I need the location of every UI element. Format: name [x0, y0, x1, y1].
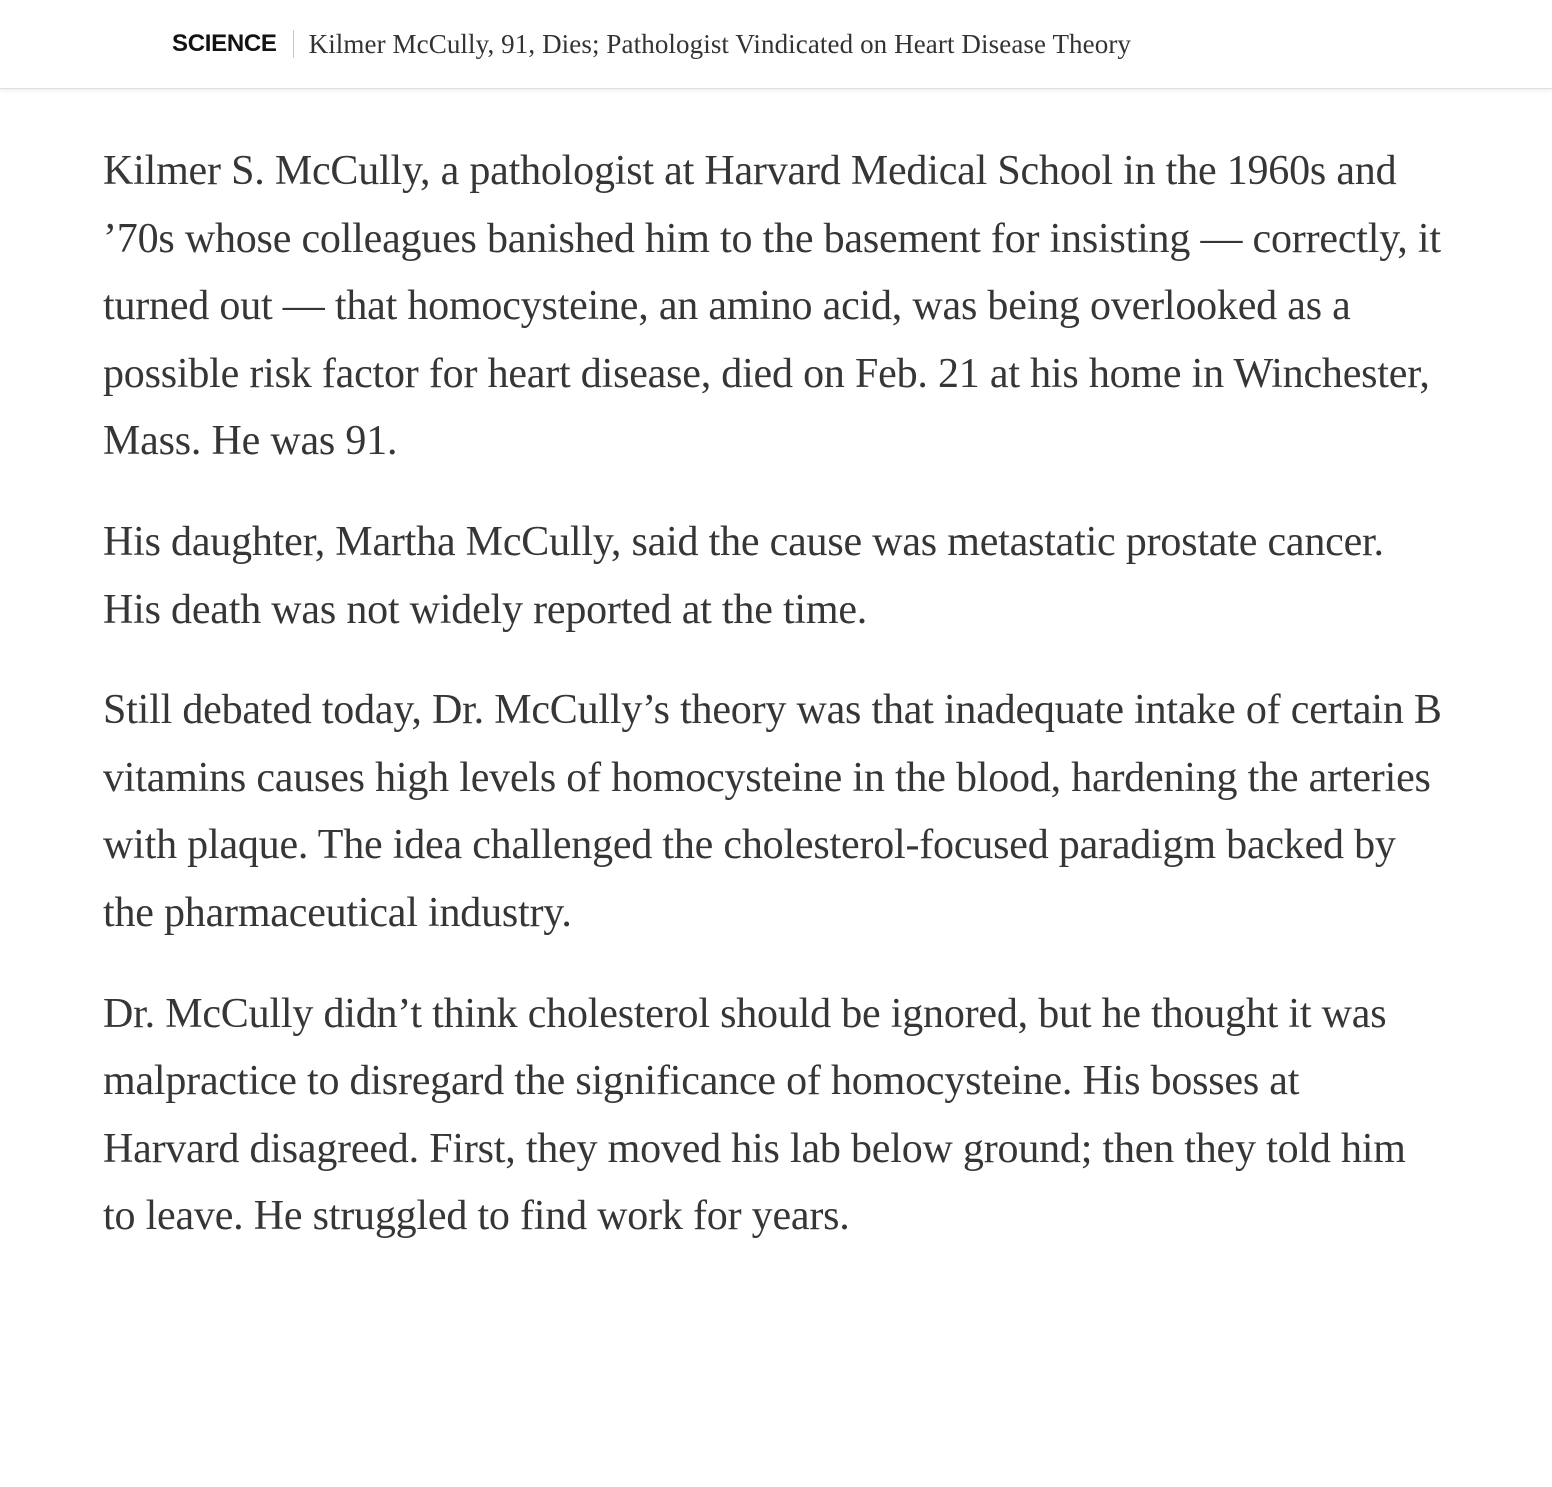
sticky-header [0, 0, 1552, 89]
header-inner [172, 26, 1131, 62]
article-body [103, 138, 1443, 1284]
article-paragraph: Still debated today, Dr. McCully’s theory was that inadequate intake of certain B vitamins causes high levels of homocysteine in the blood, hardening the arteries with plaque. The idea challenged the cholesterol-focused paradigm backed by the pharmaceutical industry. [103, 687, 1442, 936]
section-link[interactable]: SCIENCE [172, 30, 277, 57]
article-paragraph: Kilmer S. McCully, a pathologist at Harvard Medical School in the 1960s and ’70s whose colleagues banished him to the basement for insisting — correctly, it turned out — that homocysteine, an amino acid, was being overlooked as a possible risk factor for heart disease, died on Feb. 21 at his home in Winchester, Mass. He was 91. [103, 148, 1441, 465]
article-headline: Kilmer McCully, 91, Dies; Pathologist Vindicated on Heart Disease Theory [308, 28, 1132, 59]
article-paragraph: Dr. McCully didn’t think cholesterol should be ignored, but he thought it was malpractice to disregard the significance of homocysteine. His bosses at Harvard disagreed. First, they moved his lab below ground; then they told him to leave. He struggled to find work for years. [103, 990, 1406, 1240]
header-divider [293, 30, 294, 58]
article-paragraph: His daughter, Martha McCully, said the cause was metastatic prostate cancer. His death was not widely reported at the time. [103, 518, 1384, 633]
